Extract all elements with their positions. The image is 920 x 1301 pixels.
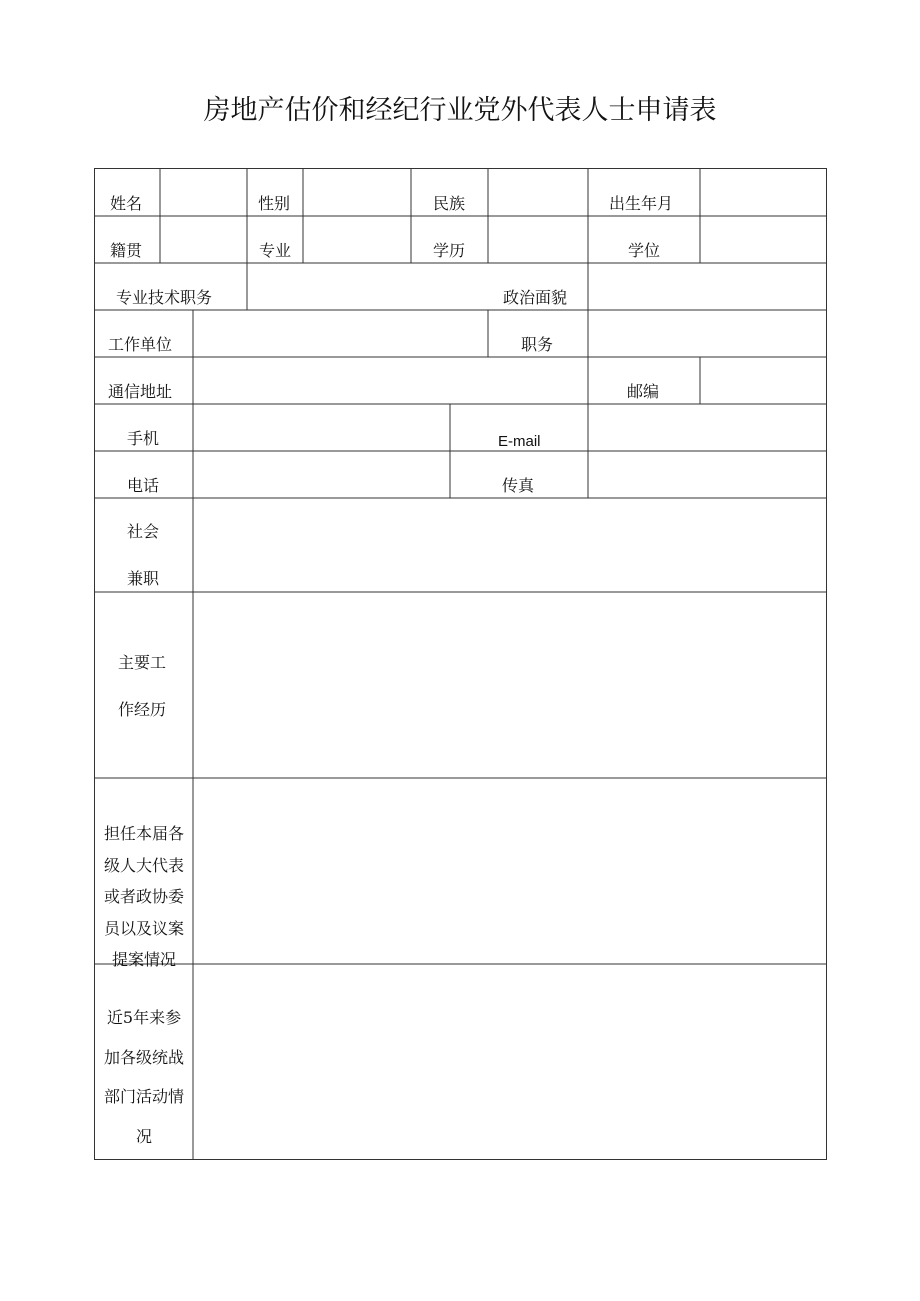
position-label: 职务 — [521, 335, 554, 354]
address-field[interactable] — [193, 357, 588, 404]
experience-label-line1: 主要工 — [118, 653, 167, 672]
gender-field[interactable] — [303, 168, 411, 216]
email-label: E-mail — [498, 433, 541, 450]
postcode-label: 邮编 — [627, 382, 660, 401]
employer-label-cell — [94, 310, 193, 357]
political-label-cell — [488, 263, 588, 310]
postcode-field[interactable] — [700, 357, 827, 404]
birth-label: 出生年月 — [609, 194, 674, 213]
name-label-cell — [94, 168, 160, 216]
email-label-cell — [450, 404, 588, 451]
degree-label: 学位 — [628, 241, 661, 260]
education-field[interactable] — [488, 216, 588, 263]
mobile-field[interactable] — [193, 404, 450, 451]
experience-label-cell — [94, 592, 193, 778]
native-place-label: 籍贯 — [110, 241, 143, 260]
experience-field[interactable] — [193, 592, 827, 778]
ethnicity-label: 民族 — [433, 194, 466, 213]
fax-field[interactable] — [588, 451, 827, 498]
social-label-cell — [94, 498, 193, 592]
political-field[interactable] — [588, 263, 827, 310]
title-post-label-cell — [94, 263, 247, 310]
position-field[interactable] — [588, 310, 827, 357]
major-field[interactable] — [303, 216, 411, 263]
npc-label-cell — [94, 778, 193, 969]
gender-label-cell — [247, 168, 303, 216]
degree-label-cell — [588, 216, 700, 263]
email-field[interactable] — [588, 404, 827, 451]
political-label: 政治面貌 — [503, 288, 568, 307]
employer-label: 工作单位 — [108, 335, 173, 354]
title-post-label: 专业技术职务 — [116, 288, 213, 307]
birth-field[interactable] — [700, 168, 827, 216]
united-front-label-cell — [94, 964, 193, 1160]
position-label-cell — [488, 310, 588, 357]
degree-field[interactable] — [700, 216, 827, 263]
social-label-line1: 社会 — [127, 522, 160, 541]
name-label: 姓名 — [110, 194, 143, 213]
united-front-field[interactable] — [193, 964, 827, 1160]
postcode-label-cell — [588, 357, 700, 404]
native-place-field[interactable] — [160, 216, 247, 263]
address-label-cell — [94, 357, 193, 404]
phone-label: 电话 — [127, 476, 160, 495]
fax-label-cell — [450, 451, 588, 498]
social-field[interactable] — [193, 498, 827, 592]
phone-label-cell — [94, 451, 193, 498]
employer-field[interactable] — [193, 310, 488, 357]
npc-field[interactable] — [193, 778, 827, 964]
phone-field[interactable] — [193, 451, 450, 498]
name-field[interactable] — [160, 168, 247, 216]
page-title: 房地产估价和经纪行业党外代表人士申请表 — [203, 95, 717, 126]
ethnicity-field[interactable] — [488, 168, 588, 216]
education-label: 学历 — [433, 241, 466, 260]
experience-label-line2: 作经历 — [118, 700, 167, 719]
social-label-line2: 兼职 — [127, 569, 160, 588]
united-front-label: 近5年来参 加各级统战 部门活动情 况 — [103, 1008, 184, 1146]
birth-label-cell — [588, 168, 700, 216]
gender-label: 性别 — [258, 194, 291, 213]
ethnicity-label-cell — [411, 168, 488, 216]
address-label: 通信地址 — [108, 382, 173, 401]
education-label-cell — [411, 216, 488, 263]
mobile-label: 手机 — [127, 429, 160, 448]
npc-label: 担任本届各 级人大代表 或者政协委 员以及议案 提案情况 — [103, 824, 184, 969]
major-label: 专业 — [259, 241, 292, 260]
major-label-cell — [247, 216, 303, 263]
fax-label: 传真 — [502, 476, 535, 495]
mobile-label-cell — [94, 404, 193, 451]
native-place-label-cell — [94, 216, 160, 263]
